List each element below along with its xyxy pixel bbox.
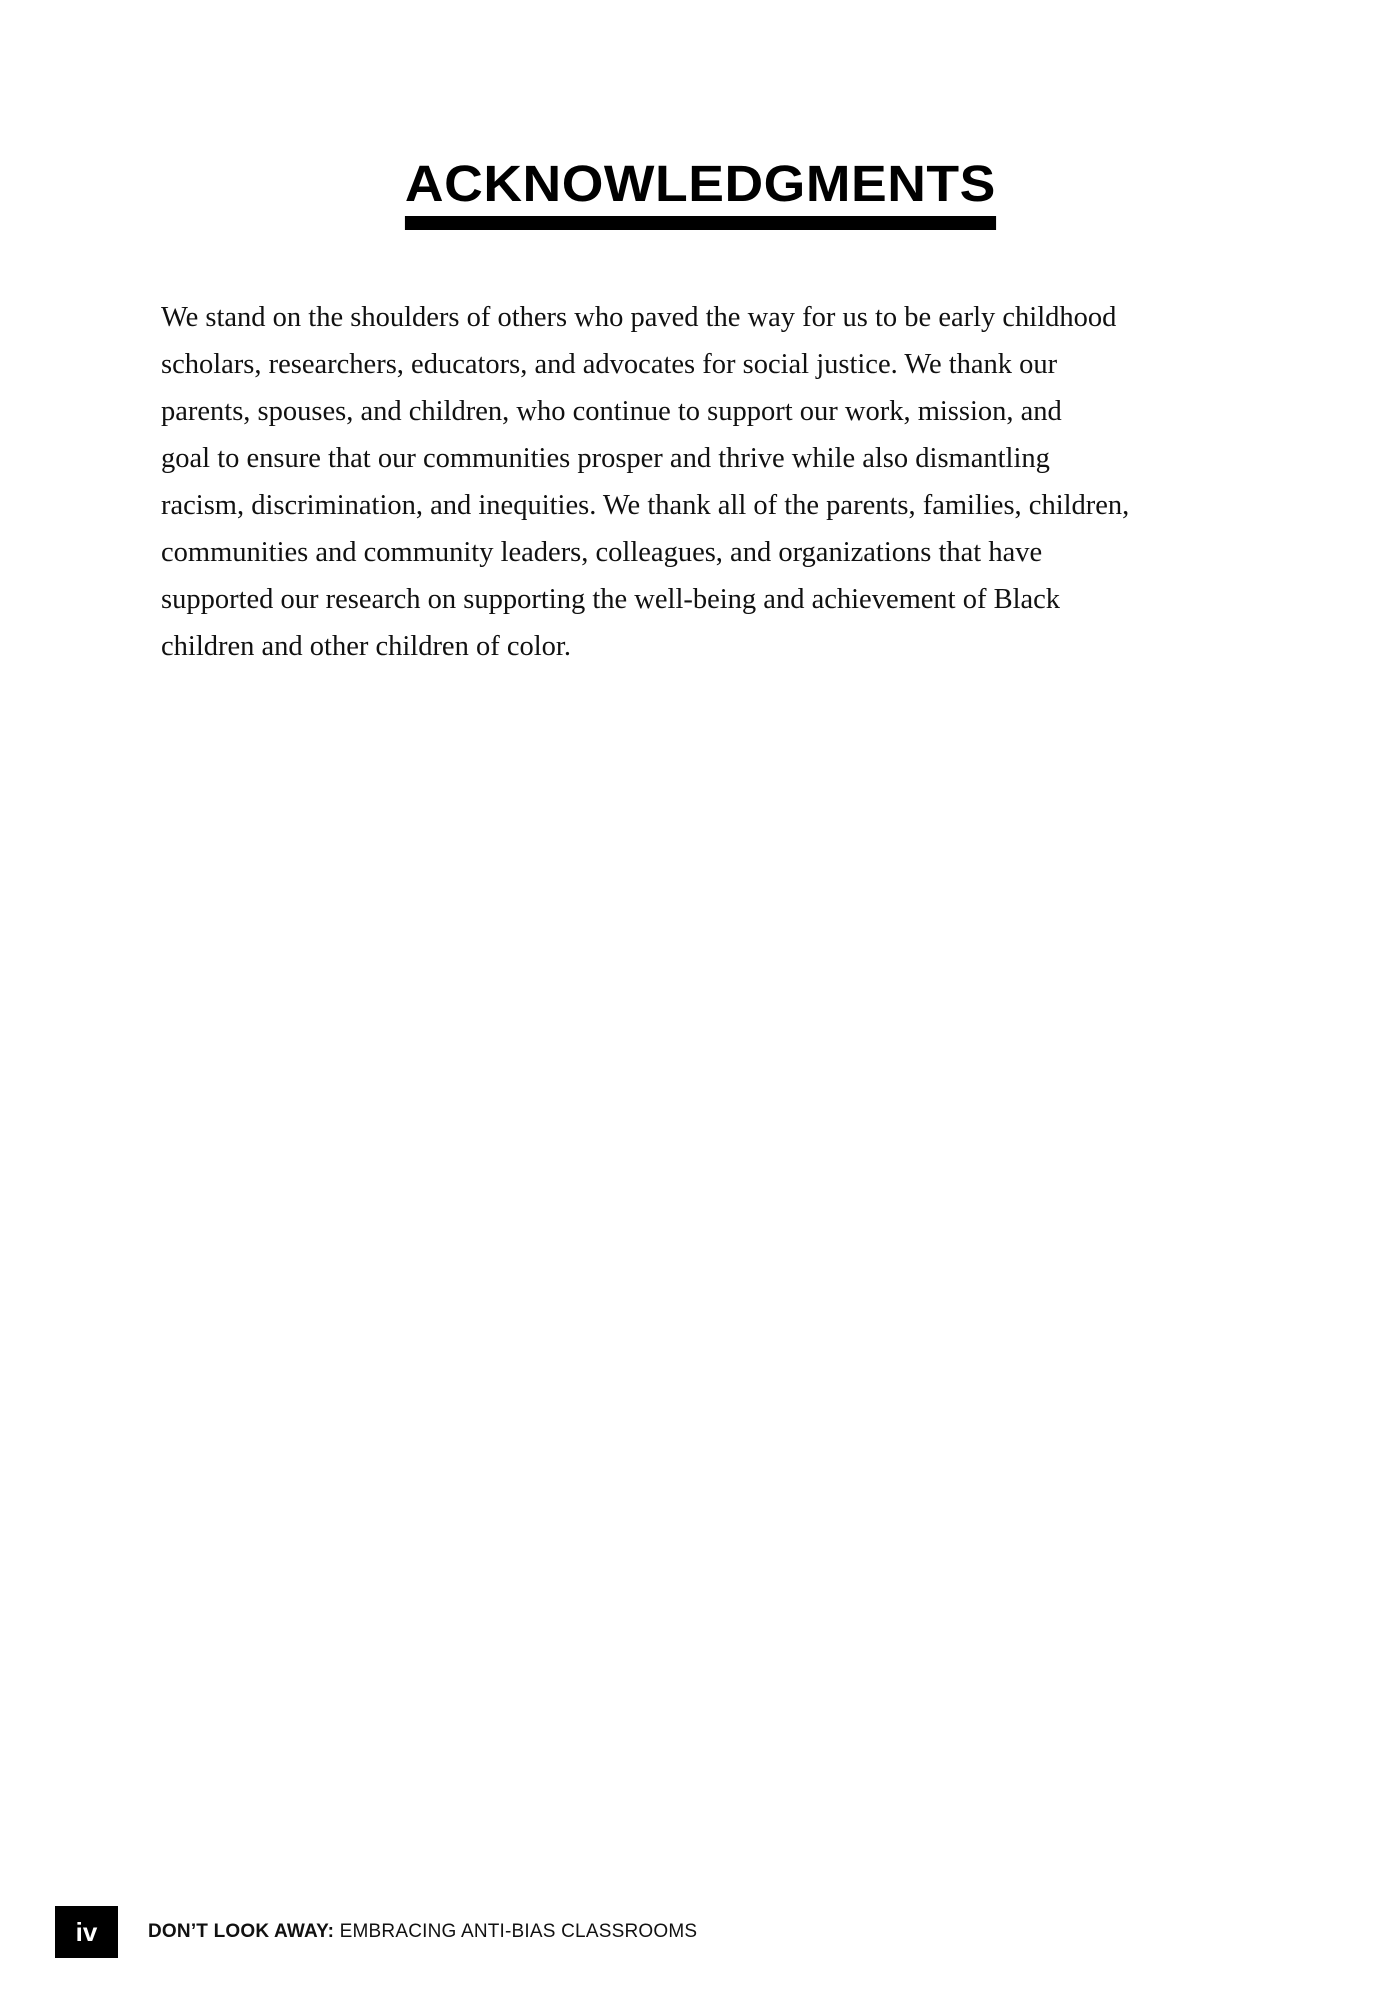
paragraph-line: parents, spouses, and children, who continue to support our work, mission, and	[161, 396, 1062, 427]
book-title: DON’T LOOK AWAY:	[148, 1921, 335, 1942]
running-head	[148, 1921, 697, 1943]
heading-container	[0, 155, 1400, 230]
paragraph-line: supported our research on supporting the well-being and achievement of Black	[161, 584, 1061, 615]
paragraph-line: children and other children of color.	[161, 631, 571, 662]
page-number: iv	[55, 1906, 118, 1958]
page-footer	[55, 1906, 697, 1958]
paragraph-line: racism, discrimination, and inequities. We thank all of the parents, families, children,	[161, 490, 1130, 521]
paragraph-line: We stand on the shoulders of others who paved the way for us to be early childhood	[161, 302, 1117, 333]
acknowledgments-paragraph	[161, 294, 1241, 670]
paragraph-line: goal to ensure that our communities prosper and thrive while also dismantling	[161, 443, 1050, 474]
paragraph-line: scholars, researchers, educators, and advocates for social justice. We thank our	[161, 349, 1058, 380]
book-subtitle: EMBRACING ANTI-BIAS CLASSROOMS	[339, 1921, 698, 1942]
paragraph-line: communities and community leaders, colleagues, and organizations that have	[161, 537, 1043, 568]
page-title: ACKNOWLEDGMENTS	[405, 158, 996, 230]
